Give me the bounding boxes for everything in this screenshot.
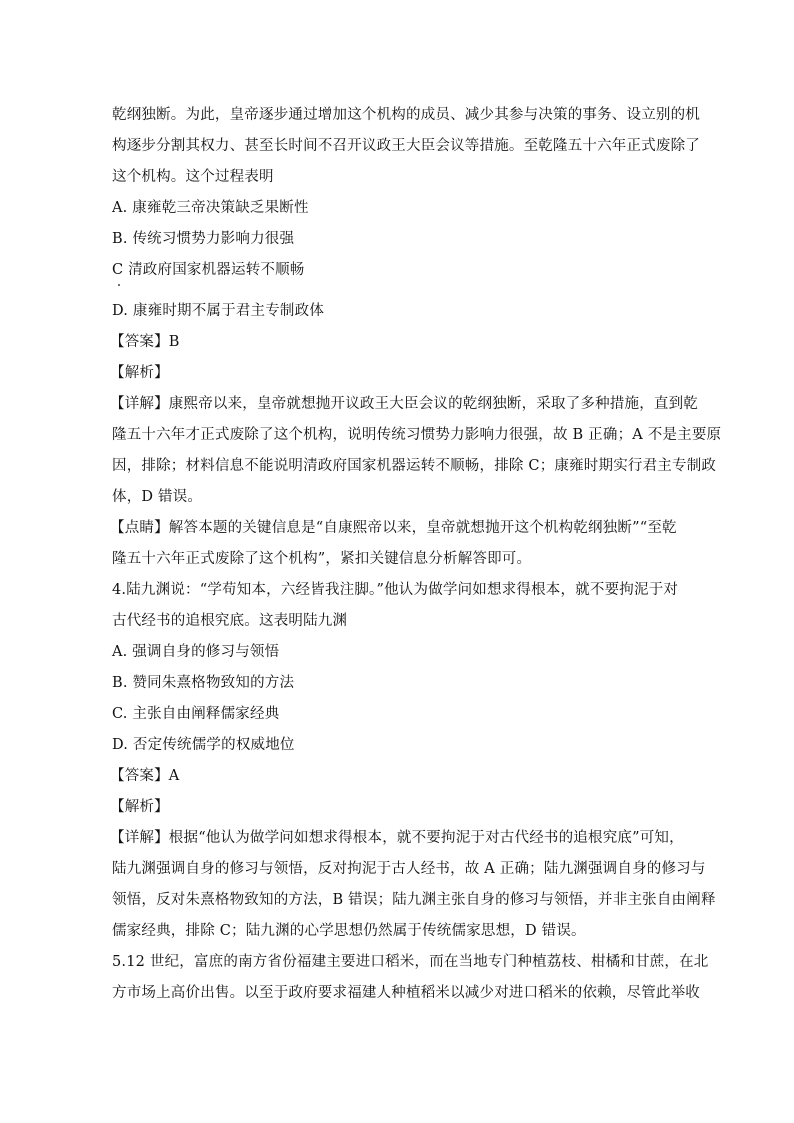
text-line: 体，D 错误。 [112,489,203,505]
text-line: 因，排除；材料信息不能说明清政府国家机器运转不顺畅，排除 C；康雍时期实行君主专制政 [112,458,717,474]
text-line: 隆五十六年正式废除了这个机构”，紧扣关键信息分析解答即可。 [112,551,532,567]
question-4: 4.陆九渊说：“学苟知本，六经皆我注脚。”他认为做学问如想求得根本，就不要拘泥于对 [112,582,679,598]
question-5: 5.12 世纪，富庶的南方省份福建主要进口稻米，而在当地专门种植荔枝、柑橘和甘蔗，在北 [112,954,709,970]
text-line: 乾纲独断。为此，皇帝逐步通过增加这个机构的成员、减少其参与决策的事务、设立别的机 [112,107,700,123]
analysis-label: 【解析】 [110,365,169,381]
option-c: C 清政府国家机器运转不顺畅 [112,262,305,278]
option-a: A. 康雍乾三帝决策缺乏果断性 [112,200,309,216]
option-b: B. 赞同朱熹格物致知的方法 [112,675,295,691]
text-line: 【详解】根据“他认为做学问如想求得根本，就不要拘泥于对古代经书的追根究底”可知， [110,830,684,846]
option-a: A. 强调自身的修习与领悟 [112,644,280,660]
text-line: 陆九渊强调自身的修习与领悟，反对拘泥于古人经书，故 A 正确；陆九渊强调自身的修习与 [112,861,706,877]
text-line: 领悟，反对朱熹格物致知的方法，B 错误；陆九渊主张自身的修习与领悟，并非主张自由阐释 [112,892,716,908]
text-line: 隆五十六年才正式废除了这个机构，说明传统习惯势力影响力很强，故 B 正确；A 不是主要原 [112,427,722,443]
text-line: 方市场上高价出售。以至于政府要求福建人种植稻米以减少对进口稻米的依赖，尽管此举收 [112,985,700,1001]
stray-dot-mark [118,284,120,286]
text-line: 【点睛】解答本题的关键信息是“自康熙帝以来，皇帝就想抛开这个机构乾纲独断”“至乾 [110,520,677,536]
text-line: 古代经书的追根究底。这表明陆九渊 [112,613,348,629]
option-c: C. 主张自由阐释儒家经典 [112,706,280,722]
answer-label: 【答案】B [110,334,180,350]
answer-label: 【答案】A [110,768,180,784]
text-line: 这个机构。这个过程表明 [112,169,274,185]
analysis-label: 【解析】 [110,799,169,815]
text-line: 儒家经典，排除 C；陆九渊的心学思想仍然属于传统儒家思想，D 错误。 [112,923,586,939]
option-d: D. 否定传统儒学的权威地位 [112,737,295,753]
text-line: 【详解】康熙帝以来，皇帝就想抛开议政王大臣会议的乾纲独断，采取了多种措施，直到乾 [110,396,698,412]
option-b: B. 传统习惯势力影响力很强 [112,231,295,247]
option-d: D. 康雍时期不属于君主专制政体 [112,303,325,319]
text-line: 构逐步分割其权力、甚至长时间不召开议政王大臣会议等措施。至乾隆五十六年正式废除了 [112,138,700,154]
